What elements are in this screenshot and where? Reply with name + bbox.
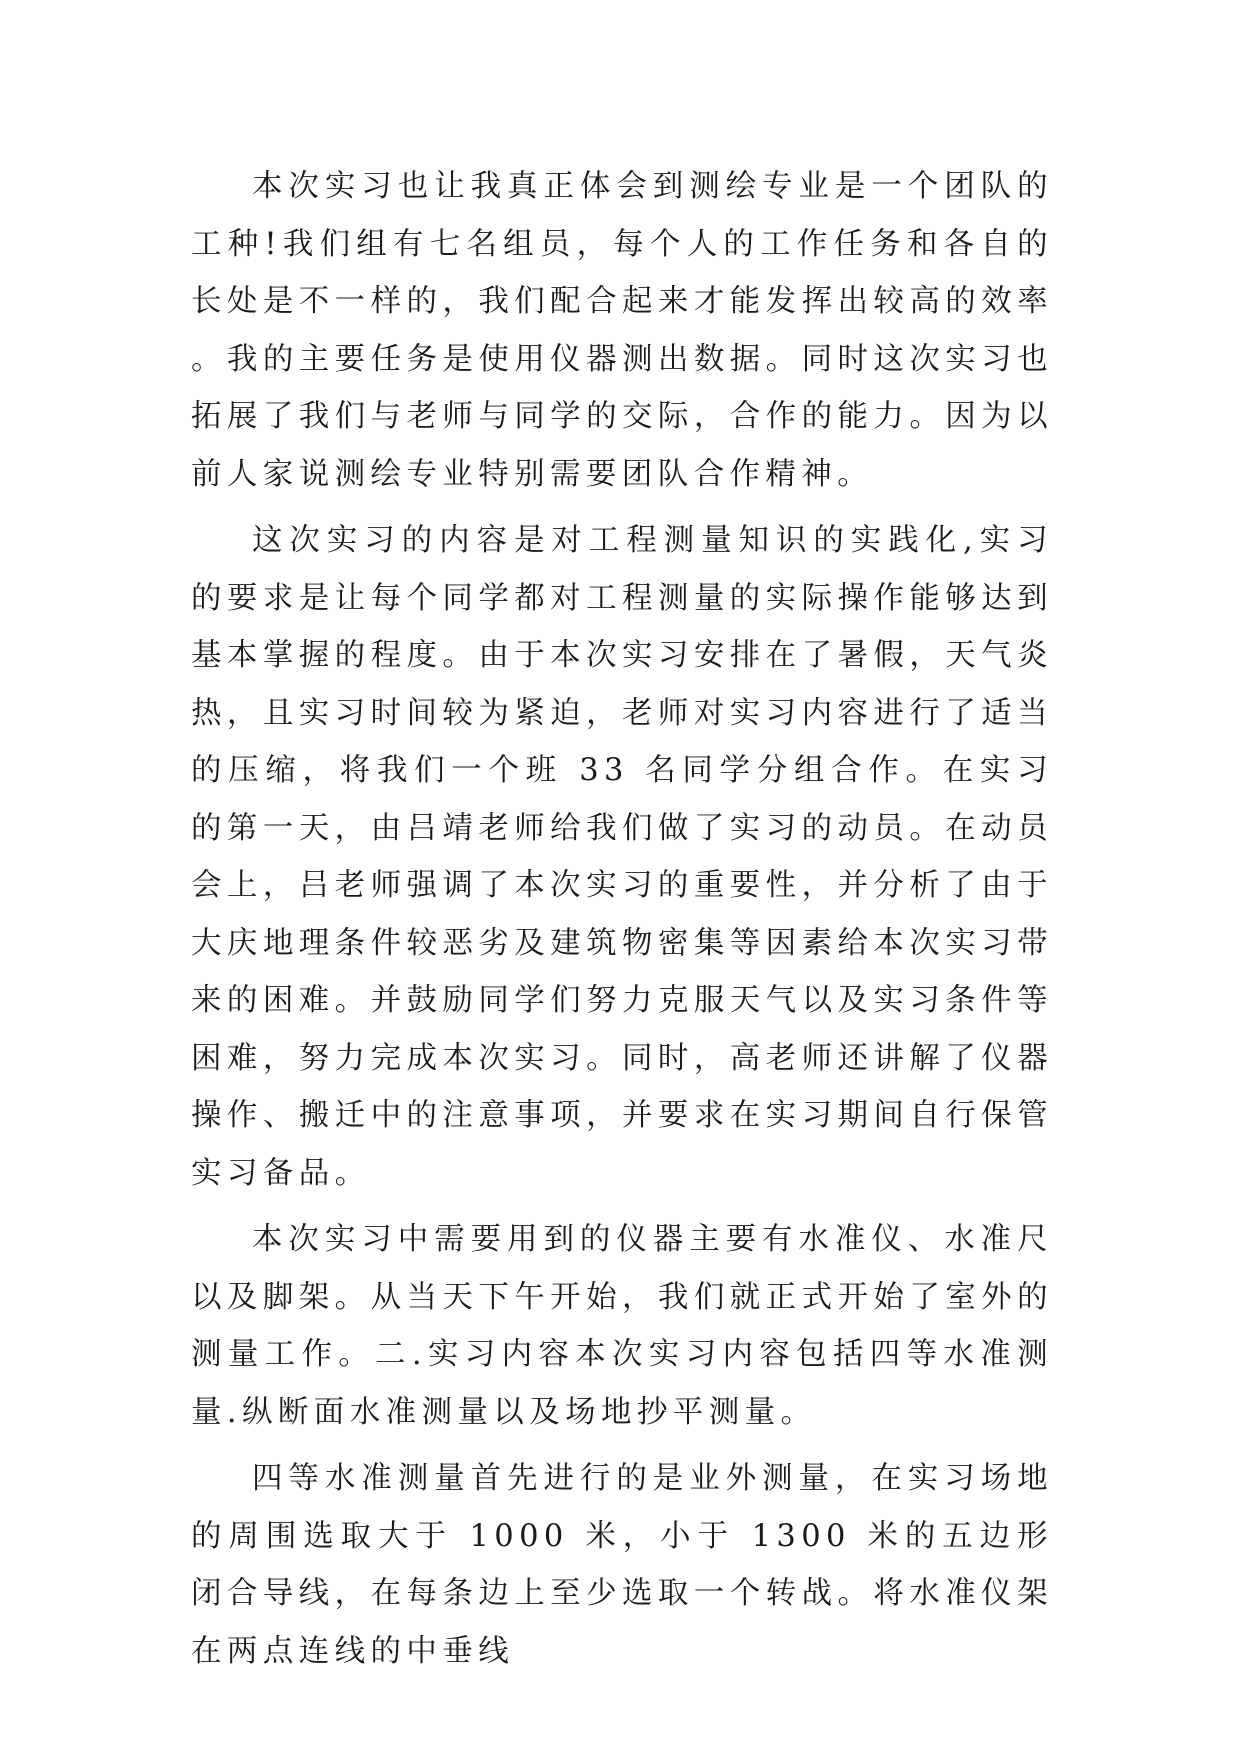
- paragraph-teamwork: 本次实习也让我真正体会到测绘专业是一个团队的工种!我们组有七名组员，每个人的工作任务和各自的长处是不一样的，我们配合起来才能发挥出较高的效率。我的主要任务是使用仪器测出数据。同时这次实习也拓展了我们与老师与同学的交际，合作的能力。因为以前人家说测绘专业特别需要团队合作精神。: [191, 169, 1053, 492]
- document-body: [191, 158, 1053, 1680]
- paragraph-internship-content: 这次实习的内容是对工程测量知识的实践化,实习的要求是让每个同学都对工程测量的实际操作能够达到基本掌握的程度。由于本次实习安排在了暑假，天气炎热，且实习时间较为紧迫，老师对实习内容进行了适当的压缩，将我们一个班 33 名同学分组合作。在实习的第一天，由吕靖老师给我们做了实习的动员。在动员会上，吕老师强调了本次实习的重要性，并分析了由于大庆地理条件较恶劣及建筑物密集等因素给本次实习带来的困难。并鼓励同学们努力克服天气以及实习条件等困难，努力完成本次实习。同时，高老师还讲解了仪器操作、搬迁中的注意事项，并要求在实习期间自行保管实习备品。: [191, 523, 1053, 1191]
- paragraph-fourth-order-leveling: 四等水准测量首先进行的是业外测量，在实习场地的周围选取大于 1000 米，小于 1300 米的五边形闭合导线，在每条边上至少选取一个转战。将水准仪架在两点连线的中垂线: [191, 1461, 1053, 1669]
- paragraph-instruments: 本次实习中需要用到的仪器主要有水准仪、水准尺以及脚架。从当天下午开始，我们就正式开始了室外的测量工作。二.实习内容本次实习内容包括四等水准测量.纵断面水准测量以及场地抄平测量。: [191, 1222, 1053, 1430]
